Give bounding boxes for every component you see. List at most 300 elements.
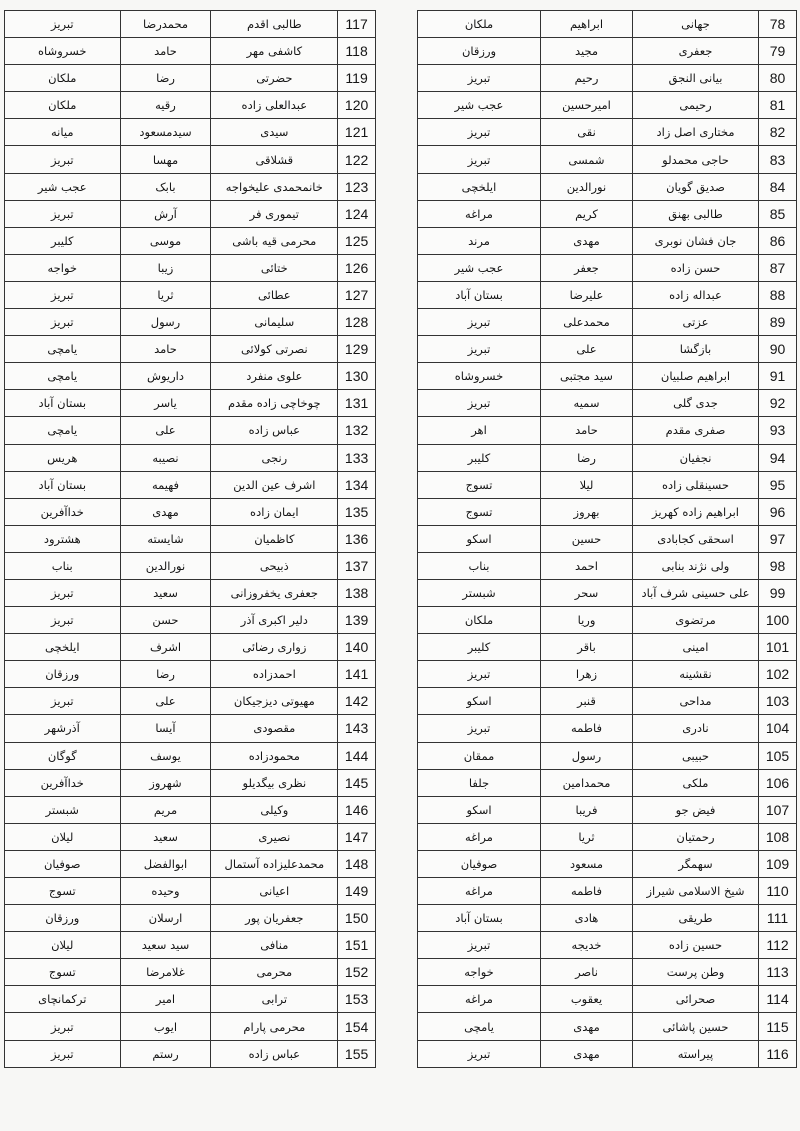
table-row (5, 363, 376, 390)
city-cell: تبریز (5, 1013, 121, 1040)
row-number-cell: 152 (338, 959, 376, 986)
surname-cell: نصرتی کولائی (211, 336, 338, 363)
table-row (5, 769, 376, 796)
first-name-cell: رضا (120, 65, 211, 92)
row-number-cell: 100 (759, 607, 797, 634)
first-name-cell: وریا (541, 607, 633, 634)
city-cell: عجب شیر (418, 92, 541, 119)
surname-cell: چوخاچی زاده مقدم (211, 390, 338, 417)
row-number-cell: 108 (759, 823, 797, 850)
first-name-cell: جعفر (541, 254, 633, 281)
row-number-cell: 87 (759, 254, 797, 281)
table-row (5, 552, 376, 579)
city-cell: کلیبر (418, 444, 541, 471)
city-cell: جلفا (418, 769, 541, 796)
surname-cell: طالبی بهنق (633, 200, 759, 227)
surname-cell: رنجی (211, 444, 338, 471)
city-cell: خواجه (418, 959, 541, 986)
surname-cell: حسین پاشائی (633, 1013, 759, 1040)
roster-table-right (417, 10, 797, 1068)
first-name-cell: علی (120, 688, 211, 715)
first-name-cell: نقی (541, 119, 633, 146)
table-row (418, 715, 797, 742)
surname-cell: نجفیان (633, 444, 759, 471)
city-cell: یامچی (5, 336, 121, 363)
surname-cell: علوی منفرد (211, 363, 338, 390)
surname-cell: محمدعلیزاده آستمال (211, 850, 338, 877)
row-number-cell: 99 (759, 579, 797, 606)
row-number-cell: 126 (338, 254, 376, 281)
row-number-cell: 146 (338, 796, 376, 823)
row-number-cell: 114 (759, 986, 797, 1013)
row-number-cell: 154 (338, 1013, 376, 1040)
table-row (418, 742, 797, 769)
city-cell: بناب (418, 552, 541, 579)
row-number-cell: 83 (759, 146, 797, 173)
surname-cell: حضرتی (211, 65, 338, 92)
first-name-cell: یعقوب (541, 986, 633, 1013)
surname-cell: حاجی محمدلو (633, 146, 759, 173)
table-row (418, 579, 797, 606)
table-row (5, 661, 376, 688)
city-cell: میانه (5, 119, 121, 146)
surname-cell: وطن پرست (633, 959, 759, 986)
first-name-cell: نصیبه (120, 444, 211, 471)
first-name-cell: آرش (120, 200, 211, 227)
first-name-cell: فریبا (541, 796, 633, 823)
table-row (418, 119, 797, 146)
row-number-cell: 137 (338, 552, 376, 579)
table-row (5, 38, 376, 65)
surname-cell: صفری مقدم (633, 417, 759, 444)
table-row (418, 281, 797, 308)
first-name-cell: محمدرضا (120, 11, 211, 38)
first-name-cell: بهروز (541, 498, 633, 525)
surname-cell: عبدالعلی زاده (211, 92, 338, 119)
table-row (418, 336, 797, 363)
city-cell: تبریز (418, 661, 541, 688)
surname-cell: حسین زاده (633, 932, 759, 959)
table-row (418, 525, 797, 552)
row-number-cell: 124 (338, 200, 376, 227)
row-number-cell: 131 (338, 390, 376, 417)
surname-cell: اعیانی (211, 878, 338, 905)
city-cell: شبستر (418, 579, 541, 606)
first-name-cell: شمسی (541, 146, 633, 173)
surname-cell: حسن زاده (633, 254, 759, 281)
table-row (5, 959, 376, 986)
city-cell: ملکان (5, 92, 121, 119)
row-number-cell: 117 (338, 11, 376, 38)
row-number-cell: 88 (759, 281, 797, 308)
row-number-cell: 143 (338, 715, 376, 742)
row-number-cell: 90 (759, 336, 797, 363)
first-name-cell: محمدعلی (541, 309, 633, 336)
city-cell: یامچی (5, 417, 121, 444)
city-cell: تبریز (5, 11, 121, 38)
city-cell: تبریز (5, 200, 121, 227)
first-name-cell: باقر (541, 634, 633, 661)
first-name-cell: احمد (541, 552, 633, 579)
first-name-cell: یاسر (120, 390, 211, 417)
city-cell: اهر (418, 417, 541, 444)
table-row (5, 254, 376, 281)
row-number-cell: 84 (759, 173, 797, 200)
table-row (5, 715, 376, 742)
city-cell: تبریز (5, 281, 121, 308)
row-number-cell: 110 (759, 878, 797, 905)
surname-cell: ذبیحی (211, 552, 338, 579)
city-cell: ورزقان (5, 905, 121, 932)
first-name-cell: مریم (120, 796, 211, 823)
table-row (5, 336, 376, 363)
surname-cell: طریقی (633, 905, 759, 932)
city-cell: مراغه (418, 823, 541, 850)
table-row (418, 905, 797, 932)
surname-cell: بیانی النجق (633, 65, 759, 92)
row-number-cell: 116 (759, 1040, 797, 1067)
surname-cell: جدی گلی (633, 390, 759, 417)
city-cell: هشترود (5, 525, 121, 552)
row-number-cell: 95 (759, 471, 797, 498)
surname-cell: رحیمی (633, 92, 759, 119)
first-name-cell: رقیه (120, 92, 211, 119)
first-name-cell: مجید (541, 38, 633, 65)
first-name-cell: سعید (120, 823, 211, 850)
city-cell: کلیبر (5, 227, 121, 254)
first-name-cell: حامد (120, 38, 211, 65)
row-number-cell: 148 (338, 850, 376, 877)
first-name-cell: سید مجتبی (541, 363, 633, 390)
row-number-cell: 79 (759, 38, 797, 65)
table-row (418, 552, 797, 579)
table-row (418, 823, 797, 850)
first-name-cell: یوسف (120, 742, 211, 769)
row-number-cell: 128 (338, 309, 376, 336)
city-cell: تبریز (418, 1040, 541, 1067)
first-name-cell: ثریا (541, 823, 633, 850)
row-number-cell: 86 (759, 227, 797, 254)
row-number-cell: 145 (338, 769, 376, 796)
row-number-cell: 106 (759, 769, 797, 796)
row-number-cell: 150 (338, 905, 376, 932)
row-number-cell: 85 (759, 200, 797, 227)
surname-cell: اسحقی کجابادی (633, 525, 759, 552)
first-name-cell: زیبا (120, 254, 211, 281)
surname-cell: مهیوتی دیزجیکان (211, 688, 338, 715)
surname-cell: سیدی (211, 119, 338, 146)
city-cell: صوفیان (5, 850, 121, 877)
row-number-cell: 119 (338, 65, 376, 92)
table-row (418, 65, 797, 92)
first-name-cell: قنبر (541, 688, 633, 715)
first-name-cell: حسن (120, 607, 211, 634)
first-name-cell: حامد (120, 336, 211, 363)
city-cell: مراغه (418, 986, 541, 1013)
first-name-cell: ایوب (120, 1013, 211, 1040)
row-number-cell: 101 (759, 634, 797, 661)
city-cell: تبریز (5, 579, 121, 606)
table-row (418, 959, 797, 986)
row-number-cell: 155 (338, 1040, 376, 1067)
row-number-cell: 125 (338, 227, 376, 254)
table-row (418, 173, 797, 200)
city-cell: یامچی (5, 363, 121, 390)
city-cell: تبریز (418, 715, 541, 742)
table-row (5, 742, 376, 769)
city-cell: تبریز (418, 390, 541, 417)
surname-cell: ولی نژند بنابی (633, 552, 759, 579)
surname-cell: عبداله زاده (633, 281, 759, 308)
surname-cell: صحرائی (633, 986, 759, 1013)
surname-cell: ختائی (211, 254, 338, 281)
surname-cell: دلیر اکبری آذر (211, 607, 338, 634)
surname-cell: خانمحمدی علیخواجه (211, 173, 338, 200)
first-name-cell: سعید (120, 579, 211, 606)
table-row (418, 38, 797, 65)
table-row (418, 227, 797, 254)
surname-cell: سهمگر (633, 850, 759, 877)
surname-cell: عباس زاده (211, 1040, 338, 1067)
first-name-cell: نورالدین (120, 552, 211, 579)
first-name-cell: موسی (120, 227, 211, 254)
first-name-cell: رحیم (541, 65, 633, 92)
first-name-cell: داریوش (120, 363, 211, 390)
row-number-cell: 141 (338, 661, 376, 688)
table-row (5, 173, 376, 200)
row-number-cell: 104 (759, 715, 797, 742)
table-row (5, 119, 376, 146)
city-cell: تبریز (418, 932, 541, 959)
row-number-cell: 120 (338, 92, 376, 119)
table-row (418, 390, 797, 417)
surname-cell: جهانی (633, 11, 759, 38)
table-row (418, 200, 797, 227)
table-row (418, 1040, 797, 1067)
city-cell: ورزقان (5, 661, 121, 688)
surname-cell: بازگشا (633, 336, 759, 363)
city-cell: بستان آباد (5, 471, 121, 498)
row-number-cell: 149 (338, 878, 376, 905)
first-name-cell: علی (120, 417, 211, 444)
city-cell: لیلان (5, 932, 121, 959)
city-cell: مراغه (418, 878, 541, 905)
first-name-cell: فهیمه (120, 471, 211, 498)
first-name-cell: مهدی (541, 1040, 633, 1067)
city-cell: ورزقان (418, 38, 541, 65)
table-row (418, 417, 797, 444)
row-number-cell: 82 (759, 119, 797, 146)
surname-cell: کاشفی مهر (211, 38, 338, 65)
row-number-cell: 92 (759, 390, 797, 417)
table-row (418, 146, 797, 173)
row-number-cell: 123 (338, 173, 376, 200)
first-name-cell: مهدی (541, 1013, 633, 1040)
table-row (418, 850, 797, 877)
row-number-cell: 109 (759, 850, 797, 877)
table-row (5, 92, 376, 119)
table-row (5, 498, 376, 525)
surname-cell: اشرف عین الدین (211, 471, 338, 498)
first-name-cell: ابراهیم (541, 11, 633, 38)
surname-cell: محرمی پارام (211, 1013, 338, 1040)
table-row (5, 281, 376, 308)
row-number-cell: 81 (759, 92, 797, 119)
row-number-cell: 103 (759, 688, 797, 715)
surname-cell: ایمان زاده (211, 498, 338, 525)
table-row (5, 65, 376, 92)
surname-cell: مداحی (633, 688, 759, 715)
row-number-cell: 147 (338, 823, 376, 850)
table-row (418, 607, 797, 634)
city-cell: کلیبر (418, 634, 541, 661)
table-row (5, 986, 376, 1013)
table-row (5, 579, 376, 606)
surname-cell: جعفری یخفروزانی (211, 579, 338, 606)
row-number-cell: 153 (338, 986, 376, 1013)
city-cell: مرند (418, 227, 541, 254)
row-number-cell: 98 (759, 552, 797, 579)
surname-cell: جان فشان نوبری (633, 227, 759, 254)
city-cell: ممقان (418, 742, 541, 769)
city-cell: لیلان (5, 823, 121, 850)
first-name-cell: رضا (541, 444, 633, 471)
first-name-cell: سید سعید (120, 932, 211, 959)
table-row (5, 200, 376, 227)
first-name-cell: اشرف (120, 634, 211, 661)
city-cell: تبریز (418, 146, 541, 173)
first-name-cell: ابوالفضل (120, 850, 211, 877)
row-number-cell: 94 (759, 444, 797, 471)
surname-cell: عباس زاده (211, 417, 338, 444)
row-number-cell: 115 (759, 1013, 797, 1040)
row-number-cell: 142 (338, 688, 376, 715)
table-row (418, 769, 797, 796)
row-number-cell: 132 (338, 417, 376, 444)
table-row (5, 796, 376, 823)
row-number-cell: 112 (759, 932, 797, 959)
city-cell: تبریز (5, 309, 121, 336)
row-number-cell: 122 (338, 146, 376, 173)
city-cell: یامچی (418, 1013, 541, 1040)
row-number-cell: 111 (759, 905, 797, 932)
row-number-cell: 134 (338, 471, 376, 498)
city-cell: تسوج (5, 878, 121, 905)
table-row (5, 417, 376, 444)
row-number-cell: 89 (759, 309, 797, 336)
city-cell: اسکو (418, 688, 541, 715)
first-name-cell: کریم (541, 200, 633, 227)
surname-cell: نقشینه (633, 661, 759, 688)
table-row (418, 932, 797, 959)
first-name-cell: فاطمه (541, 715, 633, 742)
first-name-cell: ارسلان (120, 905, 211, 932)
first-name-cell: علی (541, 336, 633, 363)
surname-cell: مقصودی (211, 715, 338, 742)
row-number-cell: 130 (338, 363, 376, 390)
city-cell: تبریز (5, 146, 121, 173)
surname-cell: حبیبی (633, 742, 759, 769)
city-cell: تبریز (418, 336, 541, 363)
first-name-cell: حامد (541, 417, 633, 444)
first-name-cell: رستم (120, 1040, 211, 1067)
table-row (5, 11, 376, 38)
first-name-cell: زهرا (541, 661, 633, 688)
table-row (5, 444, 376, 471)
city-cell: بستان آباد (418, 281, 541, 308)
surname-cell: جعفری (633, 38, 759, 65)
table-row (418, 661, 797, 688)
surname-cell: ابراهیم صلبیان (633, 363, 759, 390)
surname-cell: عطائی (211, 281, 338, 308)
first-name-cell: ناصر (541, 959, 633, 986)
row-number-cell: 91 (759, 363, 797, 390)
surname-cell: نظری بیگدیلو (211, 769, 338, 796)
city-cell: ایلخچی (5, 634, 121, 661)
table-row (5, 688, 376, 715)
first-name-cell: سحر (541, 579, 633, 606)
city-cell: هریس (5, 444, 121, 471)
surname-cell: ملکی (633, 769, 759, 796)
surname-cell: تیموری فر (211, 200, 338, 227)
surname-cell: نصیری (211, 823, 338, 850)
roster-table-left-body (5, 11, 376, 1068)
row-number-cell: 113 (759, 959, 797, 986)
first-name-cell: رضا (120, 661, 211, 688)
roster-table-right-body (418, 11, 797, 1068)
city-cell: عجب شیر (418, 254, 541, 281)
city-cell: ملکان (418, 607, 541, 634)
table-row (418, 254, 797, 281)
table-row (5, 227, 376, 254)
first-name-cell: مسعود (541, 850, 633, 877)
city-cell: مراغه (418, 200, 541, 227)
row-number-cell: 133 (338, 444, 376, 471)
table-row (5, 878, 376, 905)
table-row (418, 634, 797, 661)
first-name-cell: خدیجه (541, 932, 633, 959)
city-cell: آذرشهر (5, 715, 121, 742)
row-number-cell: 78 (759, 11, 797, 38)
table-row (5, 823, 376, 850)
table-row (5, 850, 376, 877)
surname-cell: عزتی (633, 309, 759, 336)
surname-cell: طالبی اقدم (211, 11, 338, 38)
surname-cell: شیخ الاسلامی شیراز (633, 878, 759, 905)
surname-cell: محرمی (211, 959, 338, 986)
city-cell: تبریز (418, 309, 541, 336)
surname-cell: صدیق گویان (633, 173, 759, 200)
table-row (418, 498, 797, 525)
city-cell: خداآفرین (5, 498, 121, 525)
first-name-cell: فاطمه (541, 878, 633, 905)
table-row (418, 471, 797, 498)
surname-cell: سلیمانی (211, 309, 338, 336)
surname-cell: زواری رضائی (211, 634, 338, 661)
row-number-cell: 97 (759, 525, 797, 552)
city-cell: بستان آباد (418, 905, 541, 932)
table-row (418, 309, 797, 336)
table-row (5, 932, 376, 959)
city-cell: شبستر (5, 796, 121, 823)
city-cell: گوگان (5, 742, 121, 769)
table-row (5, 905, 376, 932)
first-name-cell: سیدمسعود (120, 119, 211, 146)
city-cell: خداآفرین (5, 769, 121, 796)
first-name-cell: غلامرضا (120, 959, 211, 986)
row-number-cell: 127 (338, 281, 376, 308)
city-cell: خسروشاه (5, 38, 121, 65)
